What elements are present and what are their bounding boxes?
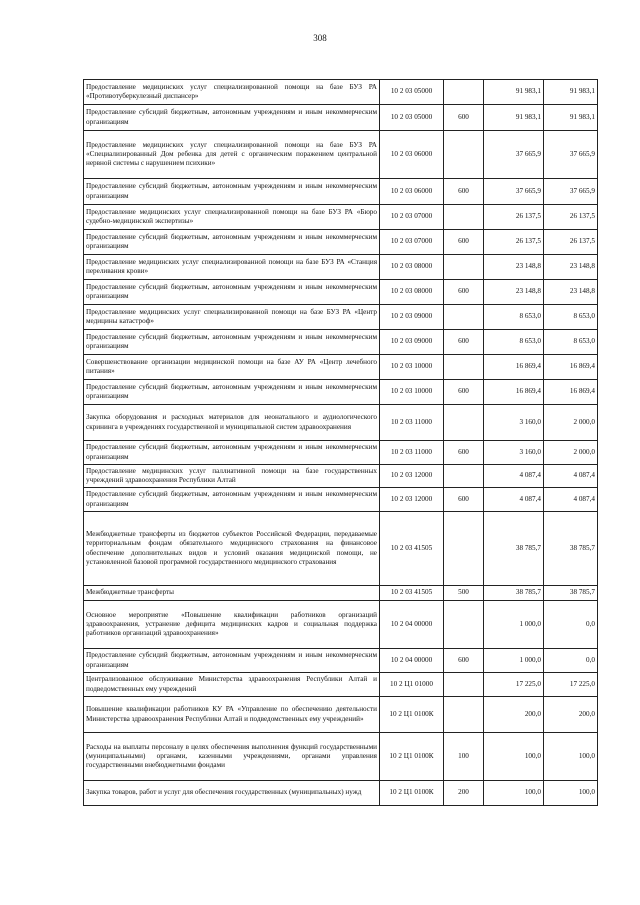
table-row (84, 601, 598, 649)
row-expense-type-cell: 600 (444, 441, 484, 465)
row-amount-2-cell: 37 665,9 (544, 131, 598, 179)
row-code-cell: 10 2 03 05000 (380, 105, 444, 131)
row-amount-1-cell: 91 983,1 (484, 105, 544, 131)
row-amount-2-cell: 23 148,8 (544, 280, 598, 305)
row-amount-2-cell: 17 225,0 (544, 673, 598, 697)
row-name-cell: Межбюджетные трансферты из бюджетов субъектов Российской Федерации, передаваемые территориальным фондам обязательного медицинского страхования на финансовое обеспечение дополнительных видов и условий оказания медицинской помощи, не установленной базовой программой государственного медицинского страхования (84, 512, 380, 586)
row-name-cell: Предоставление субсидий бюджетным, автономным учреждениям и иным некоммерческим организациям (84, 488, 380, 512)
row-code-cell: 10 2 03 07000 (380, 230, 444, 255)
row-amount-2-cell: 16 869,4 (544, 355, 598, 380)
row-expense-type-cell: 600 (444, 380, 484, 405)
row-code-cell: 10 2 03 12000 (380, 465, 444, 488)
row-amount-2-cell: 91 983,1 (544, 80, 598, 105)
row-amount-1-cell: 23 148,8 (484, 280, 544, 305)
table-row (84, 205, 598, 230)
table-row (84, 330, 598, 355)
row-amount-1-cell: 16 869,4 (484, 355, 544, 380)
table-row (84, 488, 598, 512)
budget-table (83, 79, 598, 806)
table-row (84, 255, 598, 280)
table-row (84, 380, 598, 405)
row-amount-1-cell: 37 665,9 (484, 179, 544, 205)
table-row (84, 586, 598, 601)
row-expense-type-cell (444, 601, 484, 649)
row-name-cell: Централизованное обслуживание Министерства здравоохранения Республики Алтай и подведомственных ему учреждений (84, 673, 380, 697)
row-expense-type-cell: 600 (444, 105, 484, 131)
row-name-cell: Межбюджетные трансферты (84, 586, 380, 601)
row-amount-1-cell: 8 653,0 (484, 330, 544, 355)
table-row (84, 465, 598, 488)
row-amount-2-cell: 4 087,4 (544, 488, 598, 512)
row-amount-2-cell: 16 869,4 (544, 380, 598, 405)
row-amount-1-cell: 16 869,4 (484, 380, 544, 405)
row-expense-type-cell: 100 (444, 733, 484, 781)
table-row (84, 405, 598, 441)
row-amount-2-cell: 26 137,5 (544, 205, 598, 230)
row-amount-2-cell: 0,0 (544, 649, 598, 673)
row-code-cell: 10 2 03 06000 (380, 131, 444, 179)
row-name-cell: Предоставление субсидий бюджетным, автономным учреждениям и иным некоммерческим организациям (84, 179, 380, 205)
table-row (84, 673, 598, 697)
row-code-cell: 10 2 03 05000 (380, 80, 444, 105)
row-expense-type-cell (444, 673, 484, 697)
row-amount-1-cell: 3 160,0 (484, 441, 544, 465)
row-code-cell: 10 2 Ц1 0100К (380, 697, 444, 733)
row-expense-type-cell (444, 512, 484, 586)
row-amount-1-cell: 200,0 (484, 697, 544, 733)
row-code-cell: 10 2 03 10000 (380, 380, 444, 405)
row-expense-type-cell: 600 (444, 280, 484, 305)
row-name-cell: Совершенствование организации медицинской помощи на базе АУ РА «Центр лечебного питания» (84, 355, 380, 380)
table-row (84, 179, 598, 205)
row-name-cell: Предоставление субсидий бюджетным, автономным учреждениям и иным некоммерческим организациям (84, 380, 380, 405)
table-row (84, 441, 598, 465)
row-expense-type-cell (444, 205, 484, 230)
row-expense-type-cell: 500 (444, 586, 484, 601)
row-code-cell: 10 2 03 11000 (380, 441, 444, 465)
row-expense-type-cell (444, 405, 484, 441)
table-row (84, 230, 598, 255)
row-expense-type-cell (444, 355, 484, 380)
row-amount-2-cell: 26 137,5 (544, 230, 598, 255)
table-row (84, 105, 598, 131)
row-code-cell: 10 2 03 41505 (380, 586, 444, 601)
row-code-cell: 10 2 Ц1 0100К (380, 781, 444, 806)
row-expense-type-cell (444, 131, 484, 179)
table-row (84, 697, 598, 733)
row-name-cell: Предоставление медицинских услуг паллиативной помощи на базе государственных учреждений здравоохранения Республики Алтай (84, 465, 380, 488)
row-code-cell: 10 2 04 00000 (380, 601, 444, 649)
row-code-cell: 10 2 03 10000 (380, 355, 444, 380)
row-name-cell: Предоставление субсидий бюджетным, автономным учреждениям и иным некоммерческим организациям (84, 649, 380, 673)
row-amount-2-cell: 38 785,7 (544, 586, 598, 601)
row-amount-2-cell: 2 000,0 (544, 405, 598, 441)
table-row (84, 733, 598, 781)
row-name-cell: Закупка товаров, работ и услуг для обеспечения государственных (муниципальных) нужд (84, 781, 380, 806)
row-amount-1-cell: 26 137,5 (484, 230, 544, 255)
row-expense-type-cell: 200 (444, 781, 484, 806)
row-name-cell: Предоставление субсидий бюджетным, автономным учреждениям и иным некоммерческим организациям (84, 441, 380, 465)
table-row (84, 355, 598, 380)
row-amount-1-cell: 23 148,8 (484, 255, 544, 280)
row-amount-2-cell: 37 665,9 (544, 179, 598, 205)
row-amount-1-cell: 3 160,0 (484, 405, 544, 441)
row-expense-type-cell (444, 465, 484, 488)
row-amount-1-cell: 91 983,1 (484, 80, 544, 105)
row-code-cell: 10 2 03 41505 (380, 512, 444, 586)
row-code-cell: 10 2 03 09000 (380, 330, 444, 355)
row-amount-2-cell: 91 983,1 (544, 105, 598, 131)
row-code-cell: 10 2 03 08000 (380, 280, 444, 305)
row-amount-2-cell: 0,0 (544, 601, 598, 649)
row-amount-1-cell: 100,0 (484, 733, 544, 781)
row-amount-1-cell: 1 000,0 (484, 601, 544, 649)
row-name-cell: Предоставление медицинских услуг специализированной помощи на базе БУЗ РА «Противотуберкулезный диспансер» (84, 80, 380, 105)
row-code-cell: 10 2 03 11000 (380, 405, 444, 441)
row-expense-type-cell: 600 (444, 649, 484, 673)
page-number: 308 (313, 33, 327, 43)
row-amount-1-cell: 17 225,0 (484, 673, 544, 697)
row-amount-1-cell: 8 653,0 (484, 305, 544, 330)
row-name-cell: Предоставление субсидий бюджетным, автономным учреждениям и иным некоммерческим организациям (84, 105, 380, 131)
row-expense-type-cell (444, 697, 484, 733)
row-name-cell: Предоставление субсидий бюджетным, автономным учреждениям и иным некоммерческим организациям (84, 230, 380, 255)
row-name-cell: Повышение квалификации работников КУ РА «Управление по обеспечению деятельности Министерства здравоохранения Республики Алтай и подведомственных ему учреждений» (84, 697, 380, 733)
row-name-cell: Предоставление медицинских услуг специализированной помощи на базе БУЗ РА «Станция переливания крови» (84, 255, 380, 280)
row-expense-type-cell: 600 (444, 488, 484, 512)
table-row (84, 305, 598, 330)
row-amount-1-cell: 38 785,7 (484, 586, 544, 601)
row-amount-1-cell: 37 665,9 (484, 131, 544, 179)
row-expense-type-cell: 600 (444, 330, 484, 355)
row-amount-1-cell: 26 137,5 (484, 205, 544, 230)
row-expense-type-cell (444, 305, 484, 330)
row-amount-1-cell: 100,0 (484, 781, 544, 806)
row-name-cell: Основное мероприятие «Повышение квалификации работников организаций здравоохранения, устранение дефицита медицинских кадров и социальная поддержка работников организаций здравоохранения» (84, 601, 380, 649)
row-name-cell: Предоставление медицинских услуг специализированной помощи на базе БУЗ РА «Бюро судебно-медицинской экспертизы» (84, 205, 380, 230)
table-row (84, 80, 598, 105)
row-name-cell: Предоставление субсидий бюджетным, автономным учреждениям и иным некоммерческим организациям (84, 280, 380, 305)
row-expense-type-cell: 600 (444, 179, 484, 205)
row-amount-2-cell: 38 785,7 (544, 512, 598, 586)
row-name-cell: Расходы на выплаты персоналу в целях обеспечения выполнения функций государственными (муниципальными) органами, казенными учреждениями, органами управления государственными внебюджетными фондами (84, 733, 380, 781)
row-expense-type-cell: 600 (444, 230, 484, 255)
row-code-cell: 10 2 Ц1 0100К (380, 733, 444, 781)
row-amount-2-cell: 4 087,4 (544, 465, 598, 488)
row-amount-2-cell: 2 000,0 (544, 441, 598, 465)
row-amount-1-cell: 1 000,0 (484, 649, 544, 673)
table-row (84, 781, 598, 806)
row-name-cell: Закупка оборудования и расходных материалов для неонатального и аудиологического скрининга в учреждениях государственной и муниципальной систем здравоохранения (84, 405, 380, 441)
row-code-cell: 10 2 04 00000 (380, 649, 444, 673)
row-amount-2-cell: 100,0 (544, 781, 598, 806)
budget-table-body (84, 80, 598, 806)
row-amount-1-cell: 4 087,4 (484, 488, 544, 512)
table-row (84, 512, 598, 586)
row-amount-2-cell: 100,0 (544, 733, 598, 781)
row-code-cell: 10 2 03 07000 (380, 205, 444, 230)
table-row (84, 131, 598, 179)
row-expense-type-cell (444, 255, 484, 280)
row-code-cell: 10 2 03 12000 (380, 488, 444, 512)
row-amount-2-cell: 23 148,8 (544, 255, 598, 280)
row-code-cell: 10 2 Ц1 01000 (380, 673, 444, 697)
table-row (84, 280, 598, 305)
row-code-cell: 10 2 03 09000 (380, 305, 444, 330)
row-amount-1-cell: 38 785,7 (484, 512, 544, 586)
row-amount-2-cell: 8 653,0 (544, 305, 598, 330)
table-row (84, 649, 598, 673)
row-name-cell: Предоставление субсидий бюджетным, автономным учреждениям и иным некоммерческим организациям (84, 330, 380, 355)
row-name-cell: Предоставление медицинских услуг специализированной помощи на базе БУЗ РА «Специализированный Дом ребенка для детей с органическим поражением центральной нервной системы с нарушением психики» (84, 131, 380, 179)
row-code-cell: 10 2 03 06000 (380, 179, 444, 205)
row-code-cell: 10 2 03 08000 (380, 255, 444, 280)
row-expense-type-cell (444, 80, 484, 105)
row-name-cell: Предоставление медицинских услуг специализированной помощи на базе БУЗ РА «Центр медицины катастроф» (84, 305, 380, 330)
row-amount-2-cell: 8 653,0 (544, 330, 598, 355)
row-amount-2-cell: 200,0 (544, 697, 598, 733)
row-amount-1-cell: 4 087,4 (484, 465, 544, 488)
